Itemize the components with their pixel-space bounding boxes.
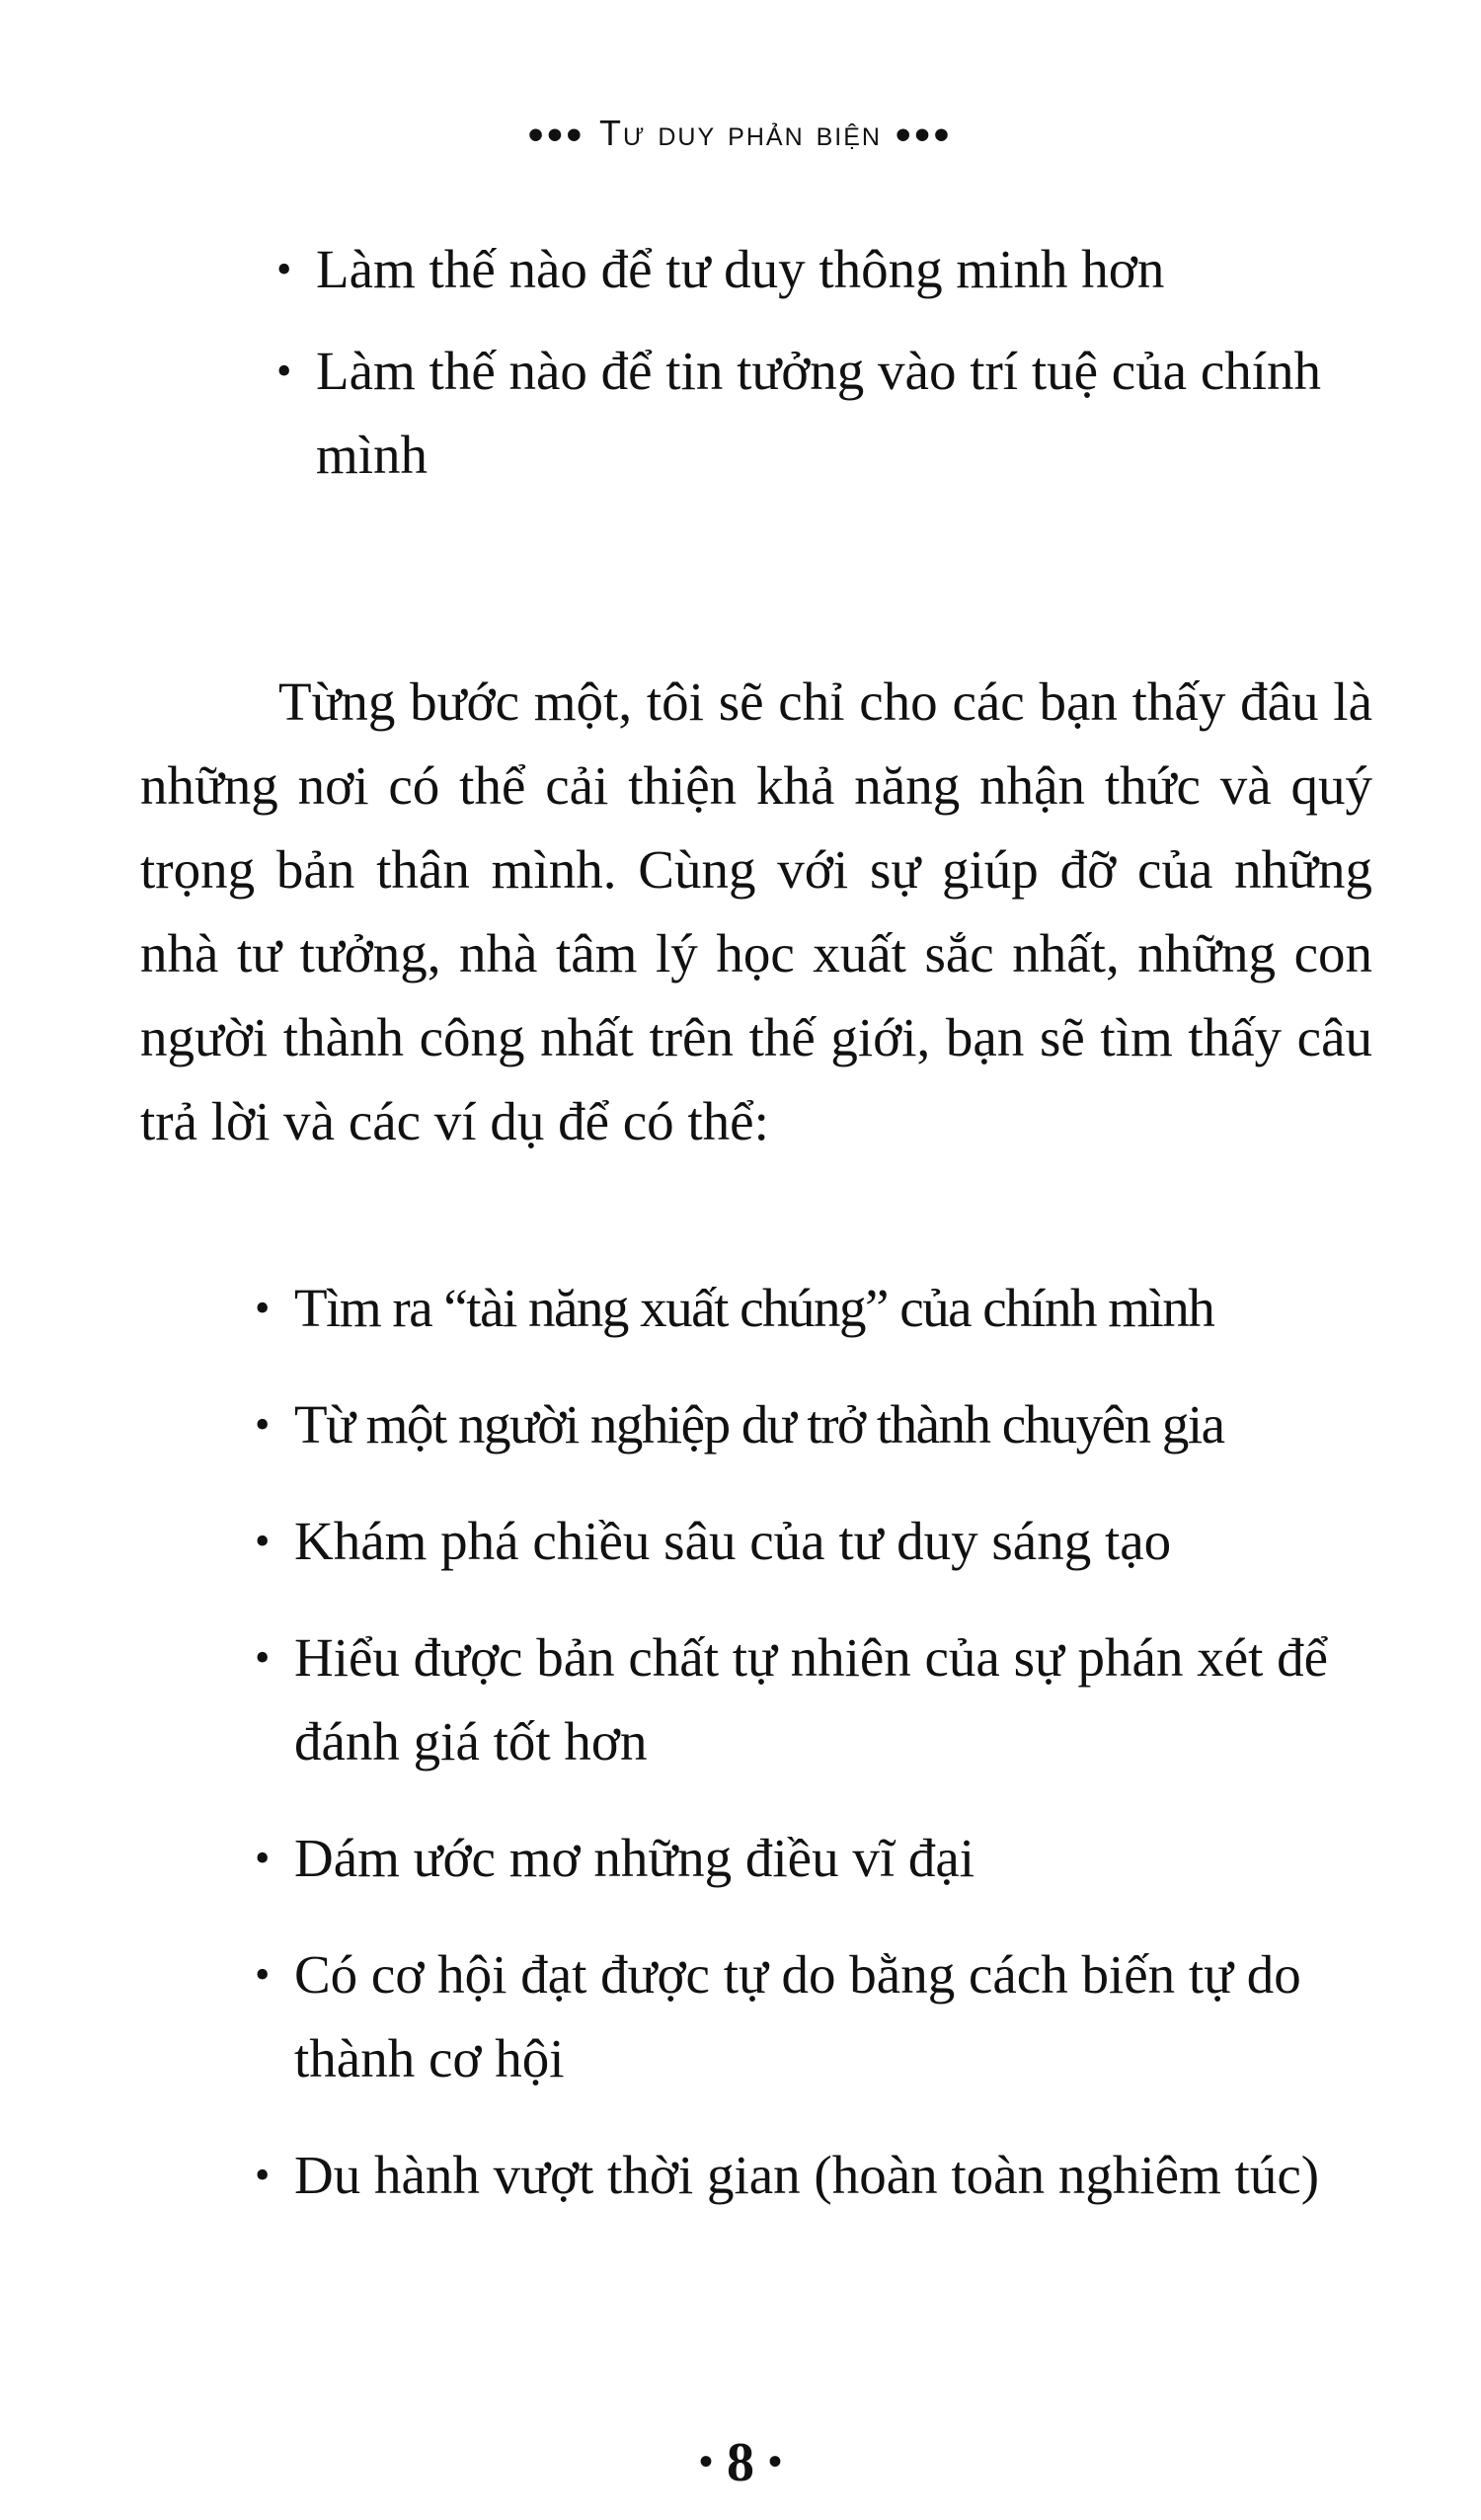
list-item-text: Khám phá chiều sâu của tư duy sáng tạo — [294, 1511, 1172, 1571]
list-item — [276, 227, 1372, 311]
bullet-icon: • — [255, 1284, 269, 1332]
list-item — [255, 1932, 1370, 2100]
list-item-text: Tìm ra “tài năng xuất chúng” của chính mình — [294, 1278, 1214, 1338]
bullet-icon: • — [255, 1834, 271, 1882]
list-item-text: Từ một người nghiệp dư trở thành chuyên gia — [294, 1394, 1224, 1455]
list-item — [255, 1382, 1370, 1466]
list-item — [255, 1499, 1370, 1583]
top-bullet-list — [276, 227, 1372, 514]
bullet-icon: • — [255, 1950, 271, 1999]
header-dots-left: ••• — [527, 111, 586, 159]
bullet-icon: • — [255, 1633, 271, 1682]
list-item-text: Làm thế nào để tư duy thông minh hơn — [316, 239, 1165, 299]
page-number-dot-left: • — [698, 2439, 713, 2483]
list-item — [255, 2133, 1370, 2217]
list-item-text: Dám ước mơ những điều vĩ đại — [294, 1828, 975, 1888]
list-item-text: Hiểu được bản chất tự nhiên của sự phán xét để đánh giá tốt hơn — [294, 1627, 1329, 1772]
page-number-dot-right: • — [768, 2439, 783, 2483]
bullet-icon: • — [276, 347, 292, 395]
list-item — [255, 1615, 1370, 1783]
header-title: Tư duy phản biện — [599, 113, 882, 153]
header-dots-right: ••• — [895, 111, 954, 159]
bullet-icon: • — [255, 1400, 269, 1449]
list-item — [276, 329, 1372, 497]
bullet-icon: • — [255, 2151, 271, 2199]
body-paragraph: Từng bước một, tôi sẽ chỉ cho các bạn thấy đâu là những nơi có thể cải thiện khả năng nhận thức và quý trọng bản thân mình. Cùng với sự giúp đỡ của những nhà tư tưởng, nhà tâm lý học xuất sắc nhất, những con người thành công nhất trên thế giới, bạn sẽ tìm thấy câu trả lời và các ví dụ để có thể: — [140, 671, 1372, 1151]
list-item-text: Làm thế nào để tin tưởng vào trí tuệ của chính mình — [316, 341, 1322, 485]
bottom-bullet-list — [255, 1266, 1370, 2249]
bullet-icon: • — [276, 245, 292, 293]
page-number-value: 8 — [727, 2432, 754, 2493]
list-item — [255, 1816, 1370, 1900]
list-item — [255, 1266, 1370, 1350]
list-item-text: Có cơ hội đạt được tự do bằng cách biến tự do thành cơ hội — [294, 1944, 1301, 2088]
page-number — [0, 2431, 1481, 2494]
list-item-text: Du hành vượt thời gian (hoàn toàn nghiêm túc) — [294, 2145, 1320, 2205]
running-header — [0, 111, 1481, 160]
bullet-icon: • — [255, 1517, 271, 1565]
